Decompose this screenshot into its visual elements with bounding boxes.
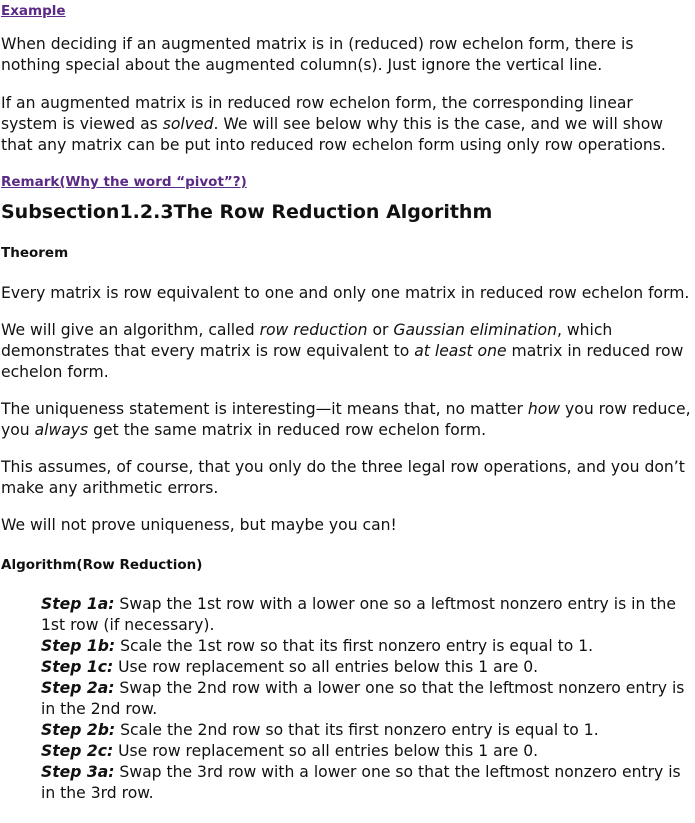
step-item <box>41 657 690 678</box>
step-label: Step 2b: <box>41 721 116 739</box>
step-text: Scale the 1st row so that its first nonzero entry is equal to 1. <box>115 637 594 655</box>
paragraph-assumptions: This assumes, of course, that you only do the three legal row operations, and you don’t make any arithmetic errors. <box>1 458 685 497</box>
paragraph-augmented-column: When deciding if an augmented matrix is in (reduced) row echelon form, there is nothing special about the augmented column(s). Just ignore the vertical line. <box>1 35 634 74</box>
text-fragment: . We will see below why this is the case, and we will show that any matrix can be put into reduced row echelon form using only row operations. <box>1 115 666 154</box>
theorem-statement: Every matrix is row equivalent to one and only one matrix in reduced row echelon form. <box>1 284 690 302</box>
step-text: Scale the 2nd row so that its first nonzero entry is equal to 1. <box>115 721 599 739</box>
text-fragment: you row reduce, you <box>1 400 691 439</box>
step-text: Swap the 1st row with a lower one so a leftmost nonzero entry is in the 1st row (if necessary). <box>41 595 676 634</box>
paragraph-no-proof: We will not prove uniqueness, but maybe you can! <box>1 516 397 534</box>
step-item <box>41 636 690 657</box>
emphasis-gaussian-elimination: Gaussian elimination <box>393 321 557 339</box>
algorithm-steps <box>1 594 694 804</box>
step-text: Swap the 3rd row with a lower one so that the leftmost nonzero entry is in the 3rd row. <box>41 763 681 802</box>
emphasis-always: always <box>34 421 89 439</box>
theorem-label: Theorem <box>1 245 69 261</box>
subsection-title: Subsection1.2.3The Row Reduction Algorithm <box>1 201 493 223</box>
step-item <box>41 594 690 636</box>
step-label: Step 3a: <box>41 763 115 781</box>
text-fragment: The uniqueness statement is interesting—it means that, no matter <box>1 400 528 418</box>
emphasis-how: how <box>527 400 561 418</box>
step-item <box>41 762 690 804</box>
text-fragment: We will give an algorithm, called <box>1 321 260 339</box>
paragraph-uniqueness <box>1 399 694 441</box>
text-fragment: If an augmented matrix is in reduced row echelon form, the corresponding linear system is viewed as <box>1 94 633 133</box>
algorithm-label: Algorithm(Row Reduction) <box>1 557 203 573</box>
remark-link[interactable]: Remark(Why the word “pivot”?) <box>1 174 247 190</box>
emphasis-at-least-one: at least one <box>414 342 507 360</box>
step-text: Use row replacement so all entries below this 1 are 0. <box>113 742 539 760</box>
step-label: Step 1a: <box>41 595 115 613</box>
step-label: Step 2a: <box>41 679 115 697</box>
emphasis-row-reduction: row reduction <box>259 321 368 339</box>
text-fragment: , which demonstrates that every matrix is row equivalent to <box>1 321 613 360</box>
paragraph-algorithm-intro <box>1 320 694 383</box>
step-item <box>41 720 690 741</box>
step-item <box>41 741 690 762</box>
step-label: Step 1c: <box>41 658 114 676</box>
example-link[interactable]: Example <box>1 3 66 19</box>
step-label: Step 1b: <box>41 637 116 655</box>
text-fragment: or <box>367 321 394 339</box>
text-fragment: matrix in reduced row echelon form. <box>1 342 684 381</box>
step-text: Use row replacement so all entries below this 1 are 0. <box>113 658 539 676</box>
step-text: Swap the 2nd row with a lower one so that the leftmost nonzero entry is in the 2nd row. <box>41 679 685 718</box>
step-label: Step 2c: <box>41 742 114 760</box>
step-item <box>41 678 690 720</box>
text-fragment: get the same matrix in reduced row echelon form. <box>88 421 487 439</box>
emphasis-solved: solved <box>162 115 214 133</box>
paragraph-solved-system <box>1 93 694 156</box>
